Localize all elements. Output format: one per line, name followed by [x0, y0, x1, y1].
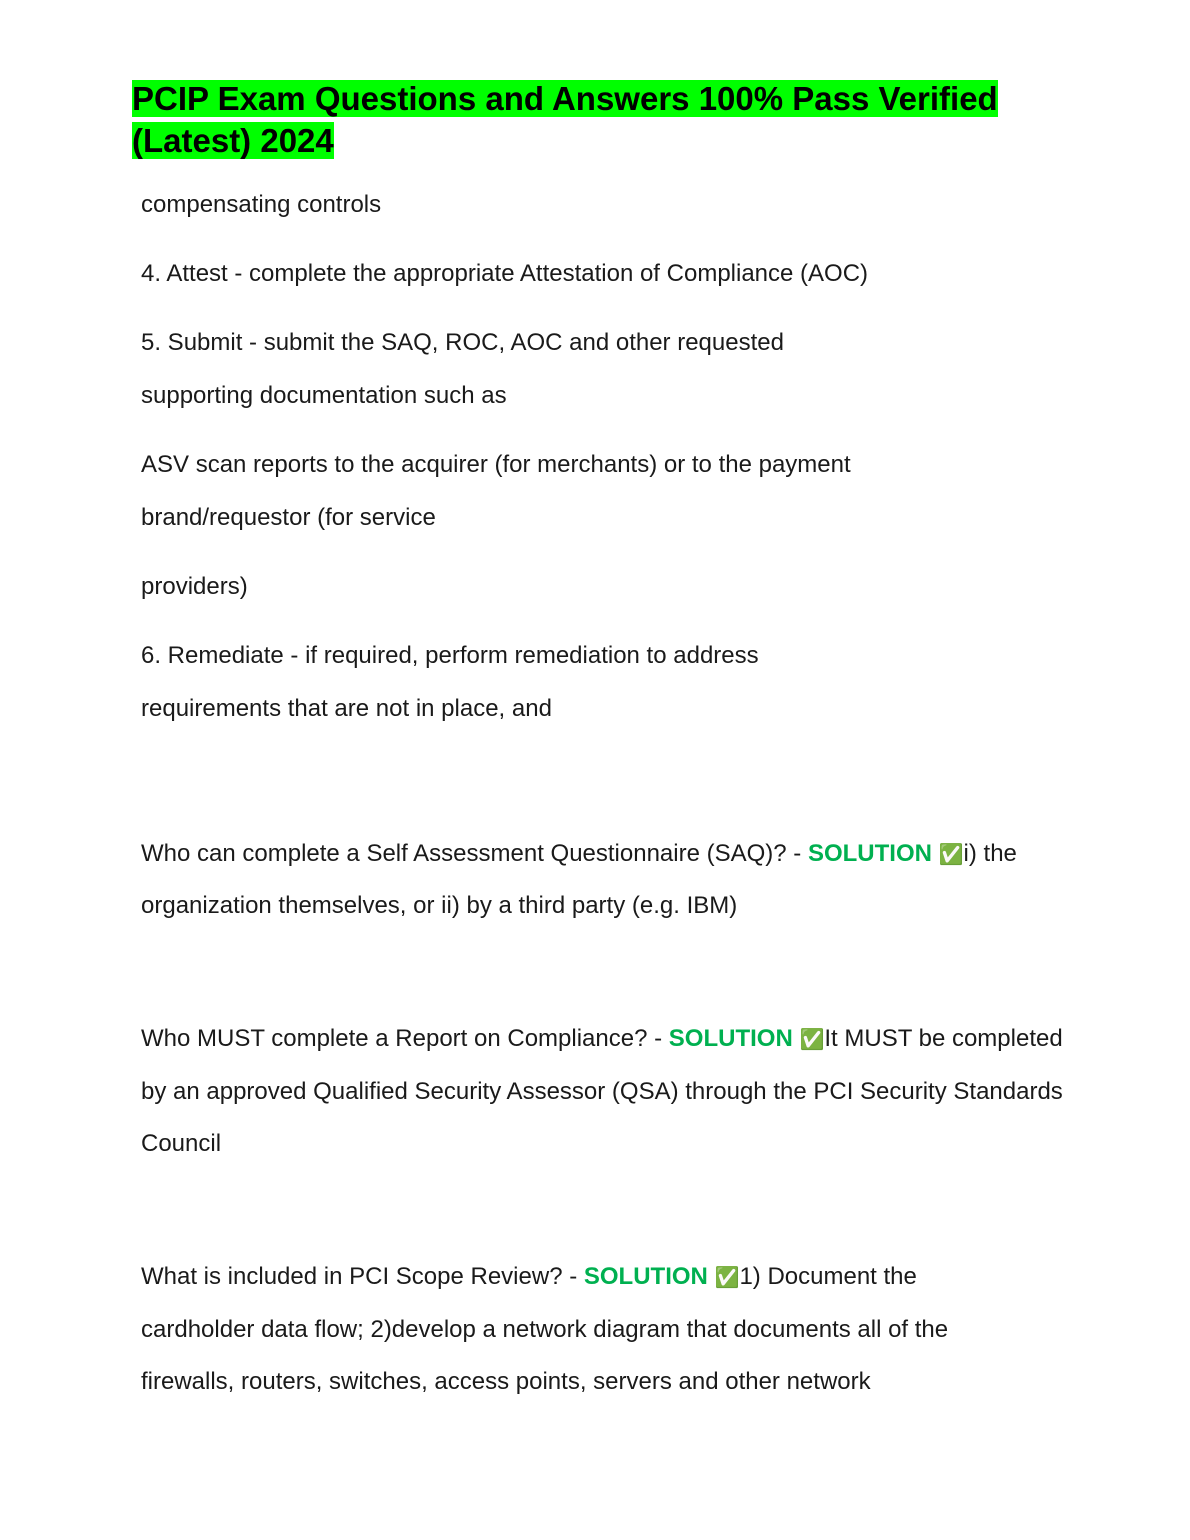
text-line: 4. Attest - complete the appropriate Attestation of Compliance (AOC) — [141, 260, 869, 287]
document-title — [132, 78, 1032, 162]
check-mark-icon: ✅ — [714, 1265, 740, 1289]
text-line: providers) — [141, 573, 248, 600]
answer-text: 1) Document the cardholder data flow; 2)develop a network diagram that documents all of the firewalls, routers, switches, access points, servers and other network — [141, 1263, 949, 1395]
text-line: brand/requestor (for service — [141, 504, 436, 531]
qa-item — [141, 1013, 1071, 1171]
answer-text: It MUST be completed by an approved Qualified Security Assessor (QSA) through the PCI Security Standards Council — [141, 1025, 1063, 1157]
check-mark-icon: ✅ — [799, 1027, 825, 1051]
solution-label: SOLUTION — [668, 1025, 793, 1052]
question-text: Who can complete a Self Assessment Questionnaire (SAQ)? - — [141, 840, 808, 867]
text-line: ASV scan reports to the acquirer (for merchants) or to the payment — [141, 451, 851, 478]
question-text: Who MUST complete a Report on Compliance? - — [141, 1025, 669, 1052]
qa-item — [141, 1251, 1021, 1409]
check-mark-icon: ✅ — [938, 842, 964, 866]
text-line: requirements that are not in place, and — [141, 695, 552, 722]
text-line: 5. Submit - submit the SAQ, ROC, AOC and other requested — [141, 329, 784, 356]
qa-item — [141, 828, 1071, 931]
solution-label: SOLUTION — [807, 840, 932, 867]
text-line: compensating controls — [141, 191, 382, 218]
solution-label: SOLUTION — [583, 1263, 708, 1290]
answer-text: i) the organization themselves, or ii) by a third party (e.g. IBM) — [141, 840, 1017, 919]
title-highlight: PCIP Exam Questions and Answers 100% Pass Verified (Latest) 2024 — [132, 80, 998, 159]
question-text: What is included in PCI Scope Review? - — [141, 1263, 584, 1290]
text-line: 6. Remediate - if required, perform remediation to address — [141, 642, 759, 669]
text-line: supporting documentation such as — [141, 382, 507, 409]
